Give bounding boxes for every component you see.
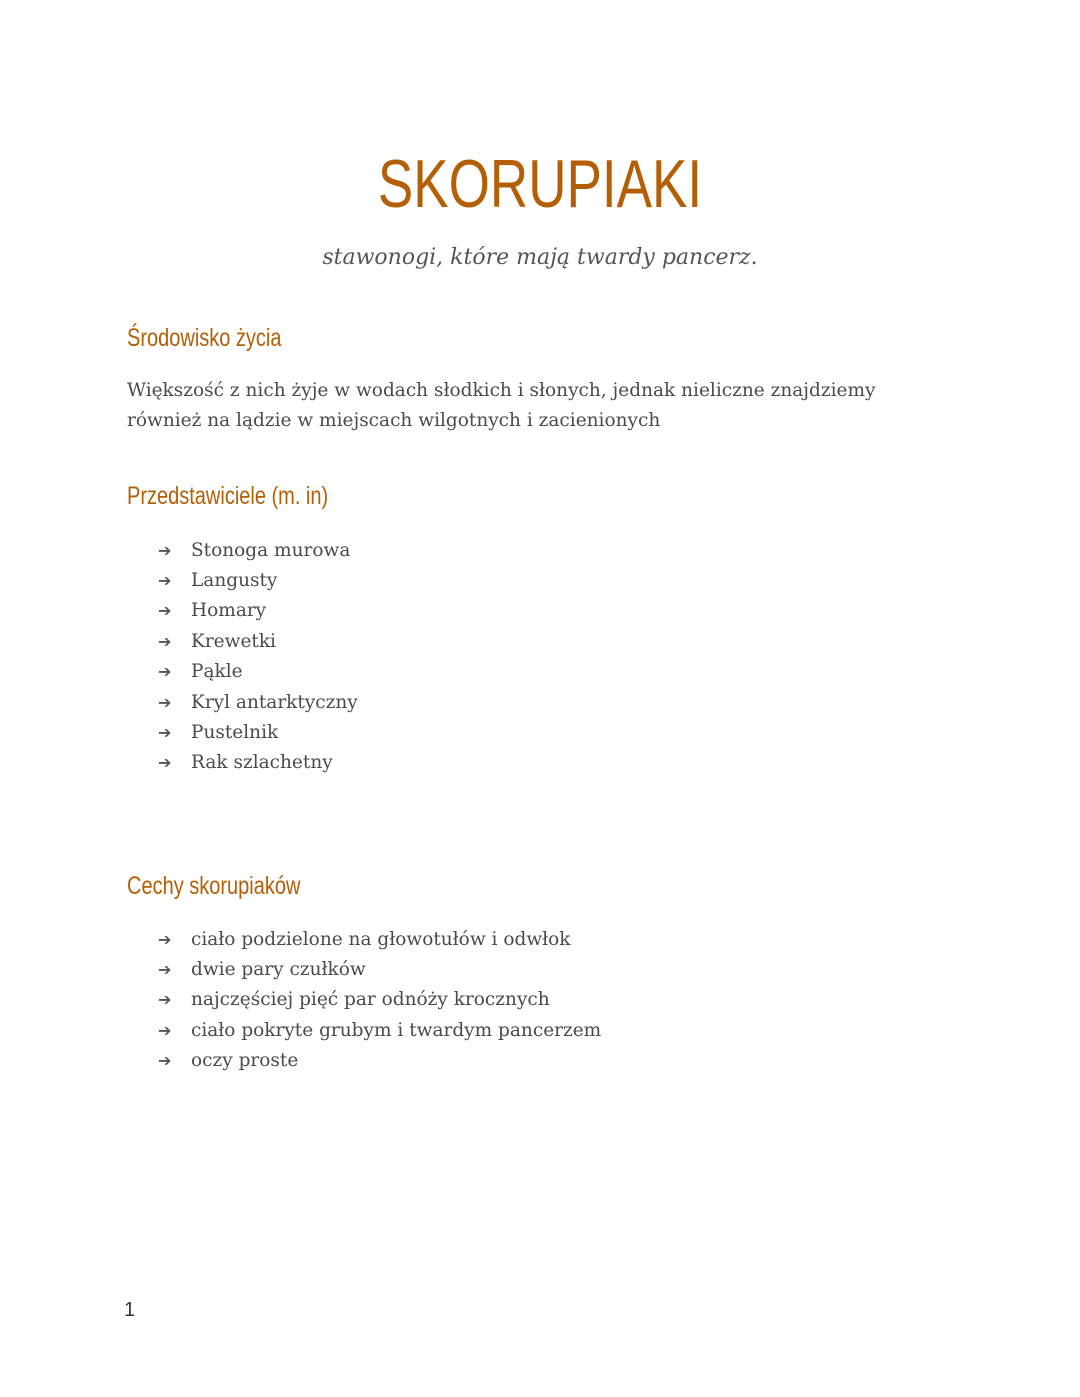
list-item-text: dwie pary czułków: [191, 959, 366, 981]
list-item-text: oczy proste: [191, 1050, 299, 1072]
list-item-text: Langusty: [191, 570, 278, 592]
features-list: [158, 924, 601, 1076]
list-item: [158, 985, 601, 1015]
representatives-list: [158, 535, 358, 778]
page-title: SKORUPIAKI: [377, 146, 703, 222]
list-item-text: Pustelnik: [191, 722, 279, 744]
page-number: 1: [124, 1299, 136, 1321]
list-item-text: ciało pokryte grubym i twardym pancerzem: [191, 1019, 602, 1041]
list-item: [158, 748, 358, 778]
arrow-right-icon: ➔: [158, 753, 172, 773]
list-item: [158, 954, 601, 984]
list-item: [158, 924, 601, 954]
list-item-text: Rak szlachetny: [191, 752, 333, 774]
arrow-right-icon: ➔: [158, 960, 172, 980]
list-item: [158, 717, 358, 747]
list-item: [158, 687, 358, 717]
list-item-text: Stonoga murowa: [191, 539, 351, 561]
list-item: [158, 657, 358, 687]
arrow-right-icon: ➔: [158, 631, 172, 651]
arrow-right-icon: ➔: [158, 601, 172, 621]
list-item: [158, 1015, 601, 1045]
arrow-right-icon: ➔: [158, 990, 172, 1010]
arrow-right-icon: ➔: [158, 571, 172, 591]
representatives-heading: Przedstawiciele (m. in): [127, 482, 329, 510]
arrow-right-icon: ➔: [158, 929, 172, 949]
habitat-heading: Środowisko życia: [127, 324, 282, 352]
list-item-text: Pąkle: [191, 661, 243, 683]
page-subtitle: stawonogi, które mają twardy pancerz.: [322, 245, 758, 270]
list-item: [158, 626, 358, 656]
list-item-text: najczęściej pięć par odnóży krocznych: [191, 989, 550, 1011]
arrow-right-icon: ➔: [158, 662, 172, 682]
list-item-text: ciało podzielone na głowotułów i odwłok: [191, 928, 571, 950]
habitat-paragraph: Większość z nich żyje w wodach słodkich i słonych, jednak nieliczne znajdziemy również na lądzie w miejscach wilgotnych i zacienionych: [127, 380, 876, 431]
list-item: [158, 1046, 601, 1076]
list-item-text: Krewetki: [191, 630, 276, 652]
list-item: [158, 535, 358, 565]
list-item: [158, 565, 358, 595]
list-item-text: Kryl antarktyczny: [191, 691, 358, 713]
features-heading: Cechy skorupiaków: [127, 872, 301, 900]
arrow-right-icon: ➔: [158, 692, 172, 712]
list-item-text: Homary: [191, 600, 267, 622]
arrow-right-icon: ➔: [158, 540, 172, 560]
arrow-right-icon: ➔: [158, 1051, 172, 1071]
arrow-right-icon: ➔: [158, 723, 172, 743]
list-item: [158, 596, 358, 626]
arrow-right-icon: ➔: [158, 1020, 172, 1040]
